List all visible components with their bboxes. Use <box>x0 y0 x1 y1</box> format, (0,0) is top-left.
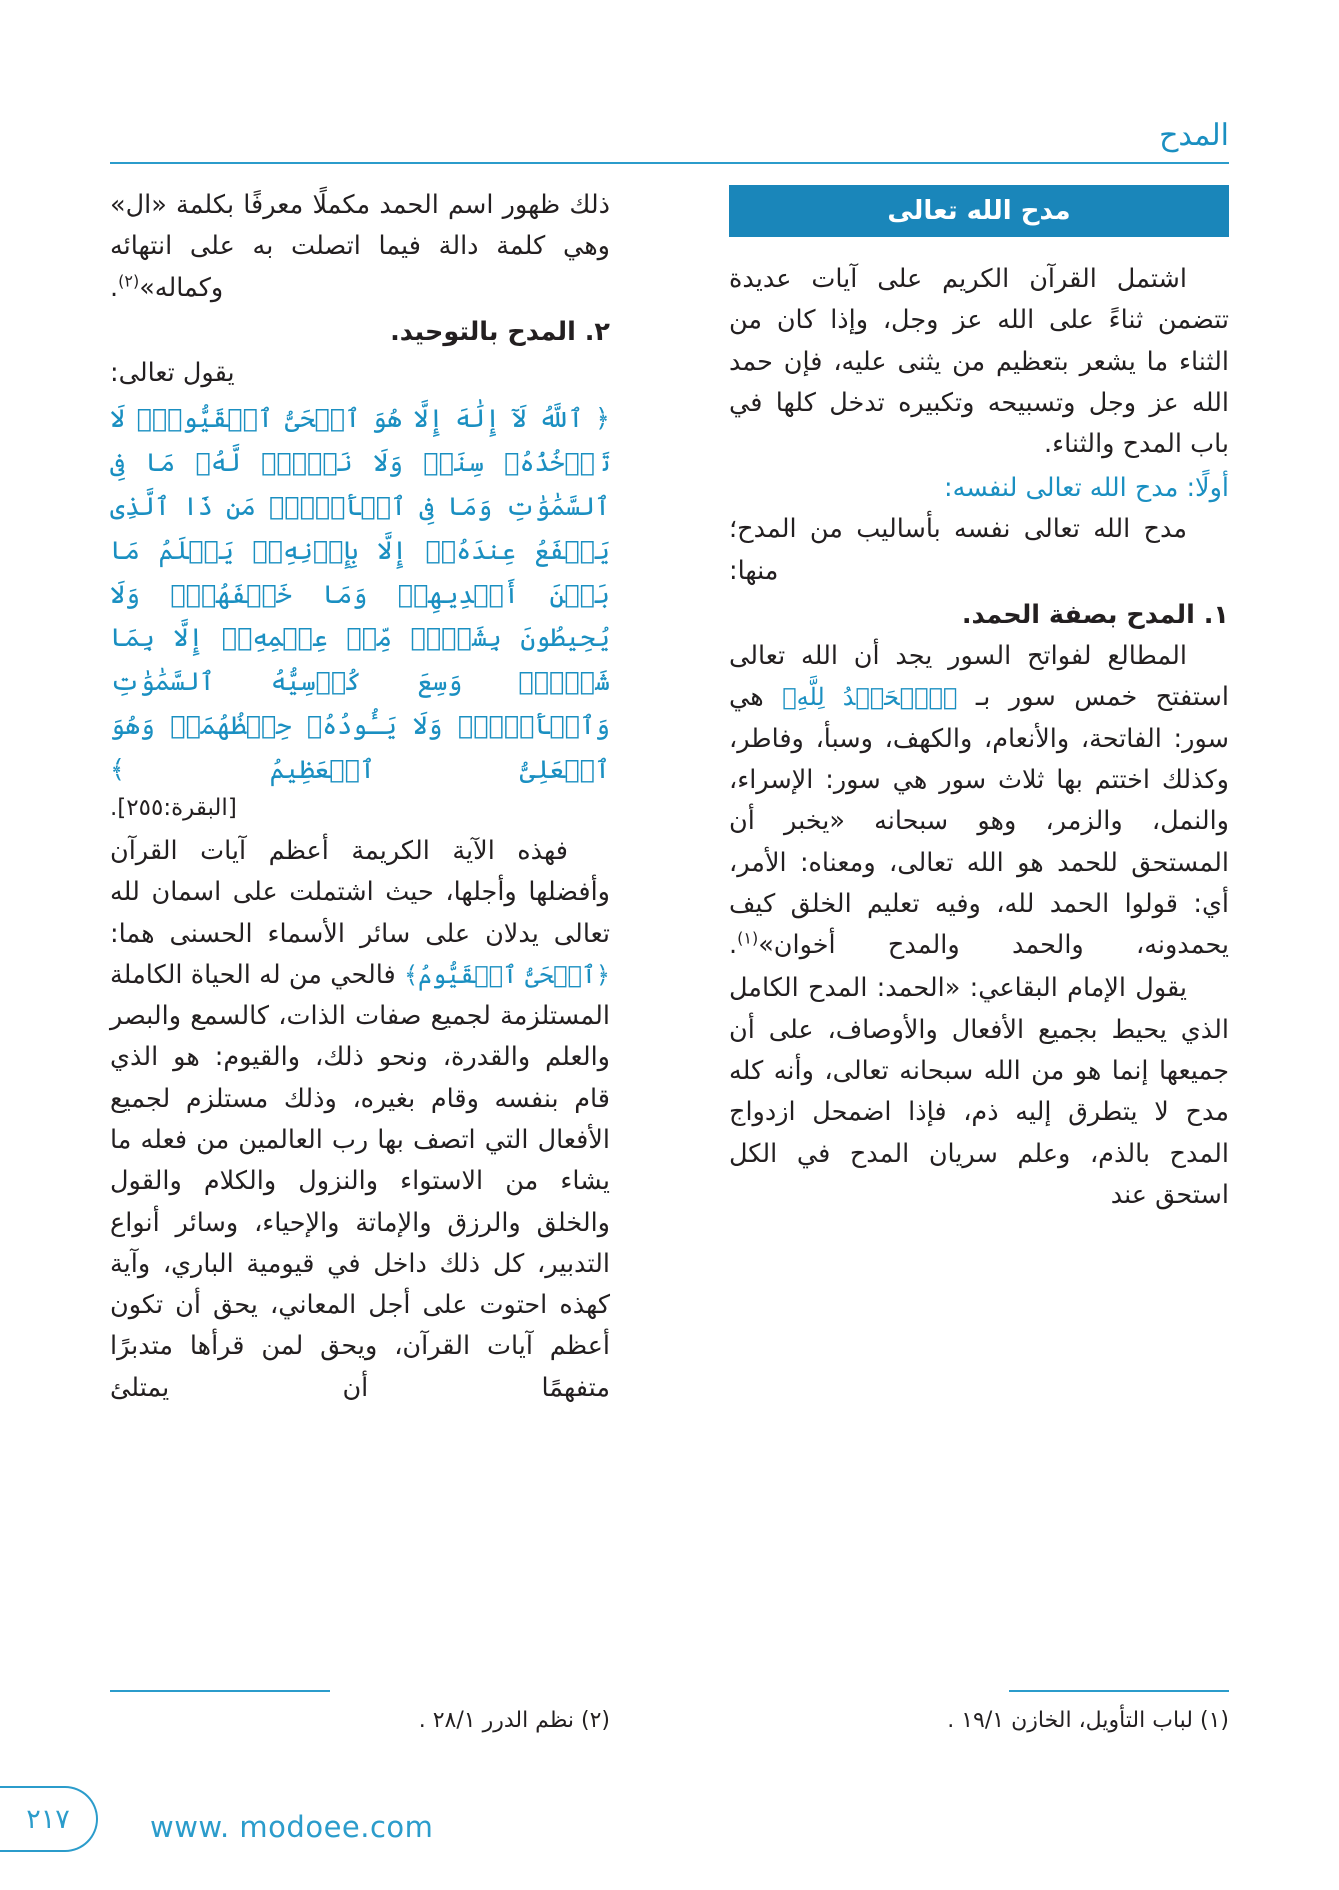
page-footer <box>0 1770 1339 1890</box>
paragraph-intro: اشتمل القرآن الكريم على آيات عديدة تتضمن ثناءً على الله عز وجل، وإذا كان من الثناء ما يشعر بتعظيم من يثنى عليه، فإن حمد الله عز وجل وتسبيحه وتكبيره تدخل كلها في باب المدح والثناء. <box>729 264 1229 460</box>
header-title: المدح <box>1159 118 1229 153</box>
quran-quote-alhayy-alqayyum: ﴿ٱلۡحَیُّ ٱلۡقَیُّومُ﴾ <box>403 960 611 989</box>
site-url-link[interactable]: www. modoee.com <box>150 1810 434 1844</box>
paragraph-methods: مدح الله تعالى نفسه بأساليب من المدح؛ منها: <box>729 514 1187 586</box>
page-columns <box>110 185 1229 1675</box>
right-column <box>729 185 1229 1415</box>
section-banner: مدح الله تعالى <box>729 185 1229 237</box>
quran-quote-alhamdulillah: ﴿ٱلۡحَمۡدُ لِلَّهِ﴾ <box>782 683 958 712</box>
paragraph-ayah-lead: يقول تعالى: <box>110 357 235 388</box>
page-header <box>110 118 1229 164</box>
paragraph-hamd-part-b: هي سور: الفاتحة، والأنعام، والكهف، وسبأ، وفاطر، وكذلك اختتم بها ثلاث سور هي سور: الإسراء، والنمل، والزمر، وهو سبحانه «يخبر أن المستحق للحمد هو الله تعالى، ومعناه: الأمر، أي: قولوا الحمد لله، وفيه تعليم الخلق كيف يحمدونه، والحمد والمدح أخوان» <box>729 682 1229 961</box>
footnote-right <box>729 1690 1229 1737</box>
footnote-divider-left <box>110 1690 330 1692</box>
heading-praise-by-tawhid: ٢. المدح بالتوحيد. <box>390 316 610 347</box>
paragraph-biqai-quote: يقول الإمام البقاعي: «الحمد: المدح الكامل الذي يحيط بجميع الأفعال والأوصاف، على أن جميعها إنما هو من الله سبحانه تعالى، وأنه كله مدح لا يتطرق إليه ذم، فإذا اضمحل ازدواج المدح بالذم، وعلم سريان المدح في الكل استحق عند <box>729 973 1229 1210</box>
paragraph-hamd-end: . <box>729 930 738 961</box>
commentary-part-b: فالحي من له الحياة الكاملة المستلزمة لجميع صفات الذات، كالسمع والبصر والعلم والقدرة، ونحو ذلك، والقيوم: هو الذي قام بنفسه وقام بغيره، وذلك مستلزم لجميع الأفعال التي اتصف بها رب العالمين من فعله ما يشاء من الاستواء والنزول والكلام والقول والخلق والرزق والإماتة والإحياء، وسائر أنواع التدبير، كل ذلك داخل في قيومية الباري، وآية كهذه احتوت على أجل المعاني، يحق أن تكون أعظم آيات القرآن، ويحق لمن قرأها متدبرًا متفهمًا أن يمتلئ <box>110 959 610 1403</box>
paragraph-continuation-end: . <box>110 272 119 303</box>
footnotes-area <box>110 1690 1229 1760</box>
heading-praise-by-hamd: ١. المدح بصفة الحمد. <box>961 600 1229 631</box>
footnote-text-2: (٢) نظم الدرر ٢٨/١ . <box>418 1708 610 1733</box>
paragraph-hamd-body <box>729 636 1229 966</box>
paragraph-ayah-commentary <box>110 831 610 1409</box>
footnote-marker-2: (٢) <box>118 271 140 291</box>
quran-verse-ayat-alkursi: ﴿ ٱللَّهُ لَآ إِلَٰهَ إِلَّا هُوَ ٱلۡحَیُّ ٱلۡقَیُّومُۚ لَا تَأۡخُذُهُۥ سِنَةࣱ وَلَا نَوۡمࣱۚ لَّهُۥ مَا فِی ٱلسَّمَٰوَٰتِ وَمَا فِی ٱلۡأَرۡضِۗ مَن ذَا ٱلَّذِی یَشۡفَعُ عِندَهُۥۤ إِلَّا بِإِذۡنِهِۦۚ یَعۡلَمُ مَا بَیۡنَ أَیۡدِیهِمۡ وَمَا خَلۡفَهُمۡۖ وَلَا یُحِیطُونَ بِشَیۡءࣲ مِّنۡ عِلۡمِهِۦۤ إِلَّا بِمَا شَاۤءَۚ وَسِعَ كُرۡسِیُّهُ ٱلسَّمَٰوَٰتِ وَٱلۡأَرۡضَۖ وَلَا یَـُٔودُهُۥ حِفۡظُهُمَاۚ وَهُوَ ٱلۡعَلِیُّ ٱلۡعَظِیمُ ﴾ <box>110 404 610 786</box>
footnote-divider-right <box>1009 1690 1229 1692</box>
paragraph-hamd-part-a: المطالع لفواتح السور يجد أن الله تعالى استفتح خمس سور بـ <box>729 641 1229 713</box>
left-column <box>110 185 610 1415</box>
page-number-badge: ٢١٧ <box>0 1786 98 1852</box>
footnote-text-1: (١) لباب التأويل، الخازن ١٩/١ . <box>947 1708 1229 1733</box>
paragraph-continuation-text: ذلك ظهور اسم الحمد مكملًا معرفًا بكلمة «ال» وهي كلمة دالة فيما اتصلت به على انتهائه وكماله» <box>110 190 610 303</box>
commentary-part-a: فهذه الآية الكريمة أعظم آيات القرآن وأفضلها وأجلها، حيث اشتملت على اسمان لله تعالى يدلان على سائر الأسماء الحسنى هما: <box>110 835 610 949</box>
footnote-marker-1: (١) <box>737 928 759 948</box>
header-divider <box>110 162 1229 164</box>
paragraph-continuation <box>110 185 610 309</box>
footnote-left <box>110 1690 610 1737</box>
subheading-first: أولًا: مدح الله تعالى لنفسه: <box>944 473 1229 504</box>
quran-verse-reference: [البقرة:٢٥٥]. <box>110 794 237 821</box>
